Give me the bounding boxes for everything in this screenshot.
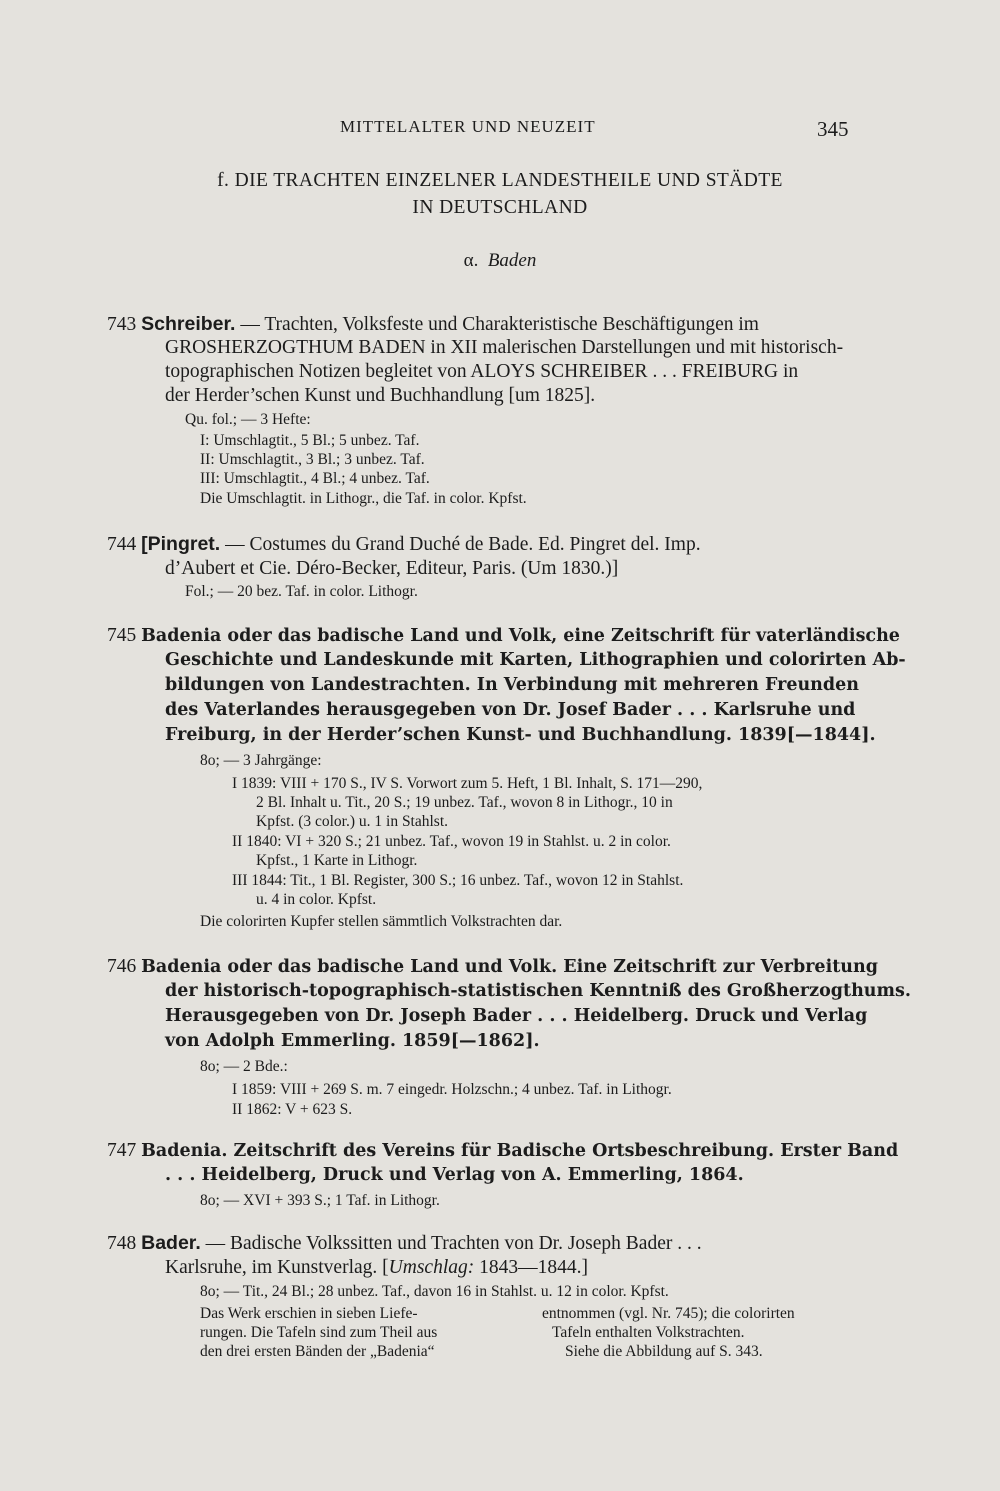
entry-743-line2: GROSHERZOGTHUM BADEN in XII malerischen Darstellungen und mit historisch-: [165, 337, 844, 358]
entry-745-vol2-cont: Kpfst., 1 Karte in Lithogr.: [256, 852, 418, 869]
entry-743-part3: III: Umschlagtit., 4 Bl.; 4 unbez. Taf.: [200, 470, 430, 487]
entry-747-line1: [107, 1140, 898, 1162]
entry-748-note-left-2: rungen. Die Tafeln sind zum Theil aus: [200, 1324, 438, 1341]
entry-746-line4: von Adolph Emmerling. 1859[—1862].: [165, 1031, 540, 1051]
entry-748-line1: [107, 1232, 702, 1255]
entry-title-text: — Trachten, Volksfeste und Charakteristische Beschäftigungen im: [240, 314, 759, 335]
entry-743-line4: der Herder’schen Kunst und Buchhandlung [um 1825].: [165, 385, 596, 406]
section-heading-line1: f. DIE TRACHTEN EINZELNER LANDESTHEILE UND STÄDTE: [217, 170, 783, 191]
entry-745-vol1-cont1: 2 Bl. Inhalt u. Tit., 20 S.; 19 unbez. Taf., wovon 8 in Lithogr., 10 in: [256, 794, 673, 811]
entry-title-text: Badenia oder das badische Land und Volk, eine Zeitschrift für vaterländische: [141, 626, 900, 646]
entry-number: 743: [107, 314, 137, 335]
entry-744-line2: d’Aubert et Cie. Déro-Becker, Editeur, Paris. (Um 1830.)]: [165, 558, 619, 579]
entry-title-text: Badenia. Zeitschrift des Vereins für Badische Ortsbeschreibung. Erster Band: [141, 1141, 899, 1161]
subsection-heading: [0, 250, 1000, 272]
subsection-prefix: α.: [463, 250, 479, 271]
entry-743-line1: [107, 313, 759, 336]
entry-745-collation: 8o; — 3 Jahrgänge:: [200, 752, 322, 769]
entry-746-collation: 8o; — 2 Bde.:: [200, 1058, 288, 1075]
entry-745-vol3-cont: u. 4 in color. Kpfst.: [256, 891, 377, 908]
entry-746-vol2: II 1862: V + 623 S.: [232, 1101, 353, 1118]
entry-745-vol3: III 1844: Tit., 1 Bl. Register, 300 S.; 16 unbez. Taf., wovon 12 in Stahlst.: [232, 872, 684, 889]
entry-746-line3: Herausgegeben von Dr. Joseph Bader . . . Heidelberg. Druck und Verlag: [165, 1006, 868, 1026]
subsection-title: Baden: [487, 250, 537, 271]
entry-747-collation: 8o; — XVI + 393 S.; 1 Taf. in Lithogr.: [200, 1192, 440, 1209]
entry-745-vol2: II 1840: VI + 320 S.; 21 unbez. Taf., wovon 19 in Stahlst. u. 2 in color.: [232, 833, 671, 850]
entry-744-collation: Fol.; — 20 bez. Taf. in color. Lithogr.: [185, 583, 418, 600]
entry-748-line2: [165, 1257, 588, 1279]
entry-748-note-right-3: Siehe die Abbildung auf S. 343.: [565, 1343, 763, 1360]
entry-748-note-left-1: Das Werk erschien in sieben Liefe-: [200, 1305, 418, 1322]
entry-745-note: Die colorirten Kupfer stellen sämmtlich Volkstrachten dar.: [200, 913, 563, 930]
entry-747-line2: . . . Heidelberg, Druck und Verlag von A. Emmerling, 1864.: [165, 1165, 744, 1185]
entry-748-note-right-2: Tafeln enthalten Volkstrachten.: [552, 1324, 745, 1341]
entry-author: Bader.: [141, 1232, 201, 1254]
section-heading-line2: IN DEUTSCHLAND: [412, 197, 588, 218]
entry-743-part1: I: Umschlagtit., 5 Bl.; 5 unbez. Taf.: [200, 432, 420, 449]
entry-745-line3: bildungen von Landestrachten. In Verbindung mit mehreren Freunden: [165, 675, 859, 695]
imprint-date: 1843—1844.]: [474, 1257, 588, 1278]
entry-number: 745: [107, 625, 137, 646]
entry-745-line1: [107, 625, 900, 647]
entry-745-vol1: I 1839: VIII + 170 S., IV S. Vorwort zum 5. Heft, 1 Bl. Inhalt, S. 171—290,: [232, 775, 703, 792]
entry-743-line3: topographischen Notizen begleitet von ALOYS SCHREIBER . . . FREIBURG in: [165, 361, 799, 382]
entry-745-vol1-cont2: Kpfst. (3 color.) u. 1 in Stahlst.: [256, 813, 449, 830]
entry-745-line5: Freiburg, in der Herder’schen Kunst- und Buchhandlung. 1839[—1844].: [165, 725, 876, 745]
entry-author: Schreiber.: [141, 313, 236, 335]
entry-number: 744: [107, 534, 137, 555]
entry-745-line4: des Vaterlandes herausgegeben von Dr. Josef Bader . . . Karlsruhe und: [165, 700, 856, 720]
entry-title-text: — Costumes du Grand Duché de Bade. Ed. Pingret del. Imp.: [225, 534, 701, 555]
entry-745-line2: Geschichte und Landeskunde mit Karten, Lithographien und colorirten Ab-: [165, 650, 906, 670]
entry-number: 748: [107, 1233, 137, 1254]
entry-author: [Pingret.: [141, 533, 221, 555]
entry-title-text: — Badische Volkssitten und Trachten von Dr. Joseph Bader . . .: [205, 1233, 702, 1254]
entry-title-text: Badenia oder das badische Land und Volk. Eine Zeitschrift zur Verbreitung: [141, 957, 878, 977]
page-number: 345: [817, 117, 849, 141]
entry-748-note-right-1: entnommen (vgl. Nr. 745); die colorirten: [542, 1305, 795, 1322]
entry-748-collation: 8o; — Tit., 24 Bl.; 28 unbez. Taf., davon 16 in Stahlst. u. 12 in color. Kpfst.: [200, 1283, 669, 1300]
imprint-label: Umschlag:: [388, 1257, 475, 1278]
entry-746-line1: [107, 956, 878, 978]
entry-number: 747: [107, 1140, 137, 1161]
entry-743-note: Die Umschlagtit. in Lithogr., die Taf. in color. Kpfst.: [200, 490, 527, 507]
entry-number: 746: [107, 956, 137, 977]
entry-743-collation: Qu. fol.; — 3 Hefte:: [185, 411, 311, 428]
running-title: MITTELALTER UND NEUZEIT: [340, 117, 596, 136]
imprint-text: Karlsruhe, im Kunstverlag. [: [165, 1257, 389, 1278]
entry-744-line1: [107, 533, 701, 556]
entry-746-line2: der historisch-topographisch-statistischen Kenntniß des Großherzogthums.: [165, 981, 911, 1001]
entry-746-vol1: I 1859: VIII + 269 S. m. 7 eingedr. Holzschn.; 4 unbez. Taf. in Lithogr.: [232, 1081, 672, 1098]
entry-743-part2: II: Umschlagtit., 3 Bl.; 3 unbez. Taf.: [200, 451, 425, 468]
entry-748-note-left-3: den drei ersten Bänden der „Badenia“: [200, 1343, 435, 1360]
